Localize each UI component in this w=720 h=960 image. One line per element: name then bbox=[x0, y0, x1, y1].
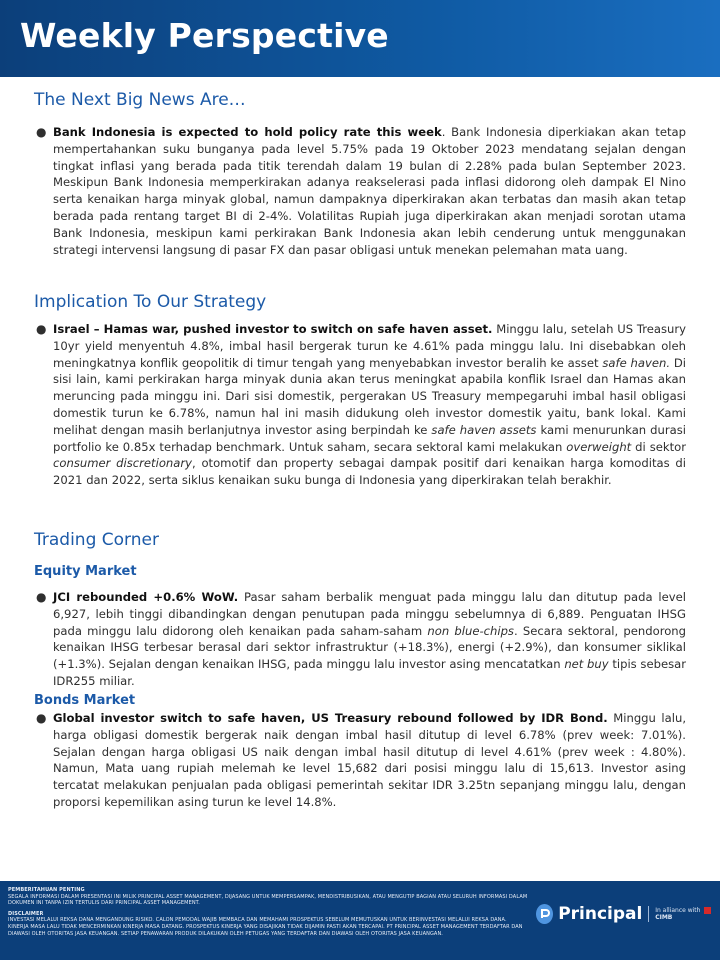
equity-text: tipis sebesar IDR255 miliar. bbox=[53, 657, 687, 688]
subtitle-bonds: Bonds Market bbox=[34, 693, 136, 708]
strategy-text: Minggu lalu, setelah US Treasury 10yr yield menyentuh 4.8%, imbal hasil bergerak turun ke 4.61% pada minggu lalu. Ini disebabkan oleh meningkatnya konflik geopolitik di timur tengah yang menyebabkan investor beralih ke asset bbox=[53, 322, 686, 370]
bonds-bullet bbox=[36, 710, 686, 811]
logo-divider bbox=[648, 906, 649, 922]
equity-italic: non blue-chips bbox=[427, 623, 514, 638]
strategy-italic: safe haven assets bbox=[431, 422, 537, 437]
equity-text: Pasar saham berbalik menguat pada minggu lalu dan ditutup pada level 6,927, lebih tinggi dibandingkan dengan penutupan pada minggu sebelumnya di 6,889. Penguatan IHSG pada minggu lalu didorong oleh kenaikan pada saham-saham bbox=[53, 590, 686, 638]
equity-lead: JCI rebounded +0.6% WoW. bbox=[53, 590, 239, 604]
page-title: Weekly Perspective bbox=[20, 16, 389, 55]
bullet-icon: ● bbox=[36, 322, 47, 336]
notice-title: PEMBERITAHUAN PENTING bbox=[8, 887, 85, 893]
notice-text: SEGALA INFORMASI DALAM PRESENTASI INI MILIK PRINCIPAL ASSET MANAGEMENT, DIJASANG UNTUK MEMPERSAMPAK, MENDISTRIBUSIKAN, ATAU MENGUTIP BAGIAN ATAU SELURUH INFORMASI DALAM DOKUMEN INI TANPA IZIN TERTULIS DARI PRINCIPAL ASSET MANAGEMENT. bbox=[8, 893, 528, 907]
bullet-icon: ● bbox=[36, 711, 47, 725]
disclaimer-text: INVESTASI MELALUI REKSA DANA MENGANDUNG RISIKO. CALON PEMODAL WAJIB MEMBACA DAN MEMAHAMI PROSPEKTUS SEBELUM MEMUTUSKAN UNTUK BERINVESTASI MELALUI REKSA DANA. KINERJA MASA LALU TIDAK MENCERMINKAN KINERJA MASA DATANG. PROSPEKTUS KINERJA YANG DISAJIKAN TIDAK DIJAMIN PASTI AKAN TERCAPAI. PT PRINCIPAL ASSET MANAGEMENT TERDAFTAR DAN DIAWASI OLEH OTORITAS JASA KEUANGAN. SETIAP PENAWARAN PRODUK DILAKUKAN OLEH PETUGAS YANG TERDAFTAR DAN DIAWASI OLEH OTORITAS JASA KEUANGAN. bbox=[8, 917, 523, 937]
strategy-text: , otomotif dan property sebagai dampak positif dari kenaikan harga komoditas di 2021 dan 2022, serta siklus kenaikan suku bunga di Indonesia yang diperkirakan telah berakhir. bbox=[53, 456, 686, 488]
strategy-text: kami menurunkan durasi portfolio ke 0.85x terhadap benchmark. Untuk saham, secara sektoral kami melakukan bbox=[53, 422, 686, 454]
section-title-news: The Next Big News Are… bbox=[34, 90, 246, 110]
alliance-text bbox=[655, 907, 720, 921]
strategy-italic: overweight bbox=[566, 439, 632, 454]
equity-text: . Secara sektoral, pendorong kenaikan IHSG terbesar berasal dari sektor infrastruktur (+18.3%), energi (+2.9%), dan konsumer siklikal (+1.3%). Sejalan dengan kenaikan IHSG, pada minggu lalu investor asing mencatatkan bbox=[53, 623, 686, 672]
principal-logo bbox=[536, 904, 720, 924]
bullet-icon: ● bbox=[36, 590, 47, 604]
alliance-label: In alliance with bbox=[655, 907, 701, 914]
legal-notice bbox=[8, 887, 528, 941]
subtitle-equity: Equity Market bbox=[34, 564, 137, 579]
news-bullet bbox=[36, 124, 686, 258]
strategy-lead: Israel – Hamas war, pushed investor to switch on safe haven asset. bbox=[53, 322, 493, 336]
principal-mark-icon bbox=[536, 904, 553, 924]
brand-name: Principal bbox=[558, 904, 643, 924]
page-header bbox=[0, 0, 720, 77]
strategy-text: Di sisi lain, kami perkirakan harga minyak dunia akan terus meningkat apabila konflik Israel dan Hamas akan meruncing pada minggu ini. Dari sisi domestik, pergerakan US Treasury mempegaruhi imbal hasil obligasi domestik turun ke 6.78%, namun hal ini masih didukung oleh investor domestik yaitu, bank lokal. Kami melihat dengan masih berlanjutnya investor asing berpindah ke bbox=[53, 355, 686, 437]
strategy-text: di sektor bbox=[631, 439, 686, 454]
equity-bullet bbox=[36, 589, 686, 690]
bullet-icon: ● bbox=[36, 125, 47, 139]
cimb-icon bbox=[704, 907, 711, 914]
partner-name: CIMB bbox=[655, 914, 673, 921]
disclaimer-title: DISCLAIMER bbox=[8, 910, 44, 917]
news-lead: Bank Indonesia is expected to hold policy rate this week bbox=[53, 125, 442, 139]
bonds-text: Minggu lalu, harga obligasi domestik bergerak naik dengan imbal hasil ditutup di level 6.78% (prev week: 7.01%). Sejalan dengan harga obligasi US naik dengan imbal hasil ditutup di level 4.61% (prev week : 4.80%). Namun, Mata uang rupiah melemah ke level 15,682 dari posisi minggu lalu di 15,613. Investor asing tercatat melakukan penjualan pada obligasi pemerintah sekitar IDR 3.25tn sepanjang minggu lalu, dengan proporsi kepemilikan asing turun ke level 14.8%. bbox=[53, 711, 686, 809]
strategy-bullet bbox=[36, 321, 686, 489]
news-text: . Bank Indonesia diperkiakan akan tetap mempertahankan suku bunganya pada level 5.75% pada 19 Oktober 2023 mendatang sejalan dengan tingkat inflasi yang berada pada titik terendah dalam 19 bulan di 2.28% pada bulan September 2023. Meskipun Bank Indonesia memperkirakan adanya reakselerasi pada inflasi didorong oleh dampak El Nino serta kenaikan harga minyak global, namun dampaknya diperkirakan akan terbatas dan masih akan tetap berada pada rentang target BI di 2-4%. Volatilitas Rupiah juga diperkirakan akan menjadi sorotan utama Bank Indonesia, meskipun kami perkirakan Bank Indonesia akan lebih cenderung untuk menggunakan strategi intervensi langsung di pasar FX dan pasar obligasi untuk menekan pelemahan mata uang. bbox=[53, 125, 686, 257]
section-title-trading: Trading Corner bbox=[34, 530, 159, 550]
bonds-lead: Global investor switch to safe haven, US Treasury rebound followed by IDR Bond. bbox=[53, 711, 608, 725]
section-title-strategy: Implication To Our Strategy bbox=[34, 292, 267, 312]
strategy-italic: safe haven. bbox=[602, 355, 671, 370]
equity-italic: net buy bbox=[564, 657, 609, 672]
strategy-italic: consumer discretionary bbox=[53, 456, 192, 471]
